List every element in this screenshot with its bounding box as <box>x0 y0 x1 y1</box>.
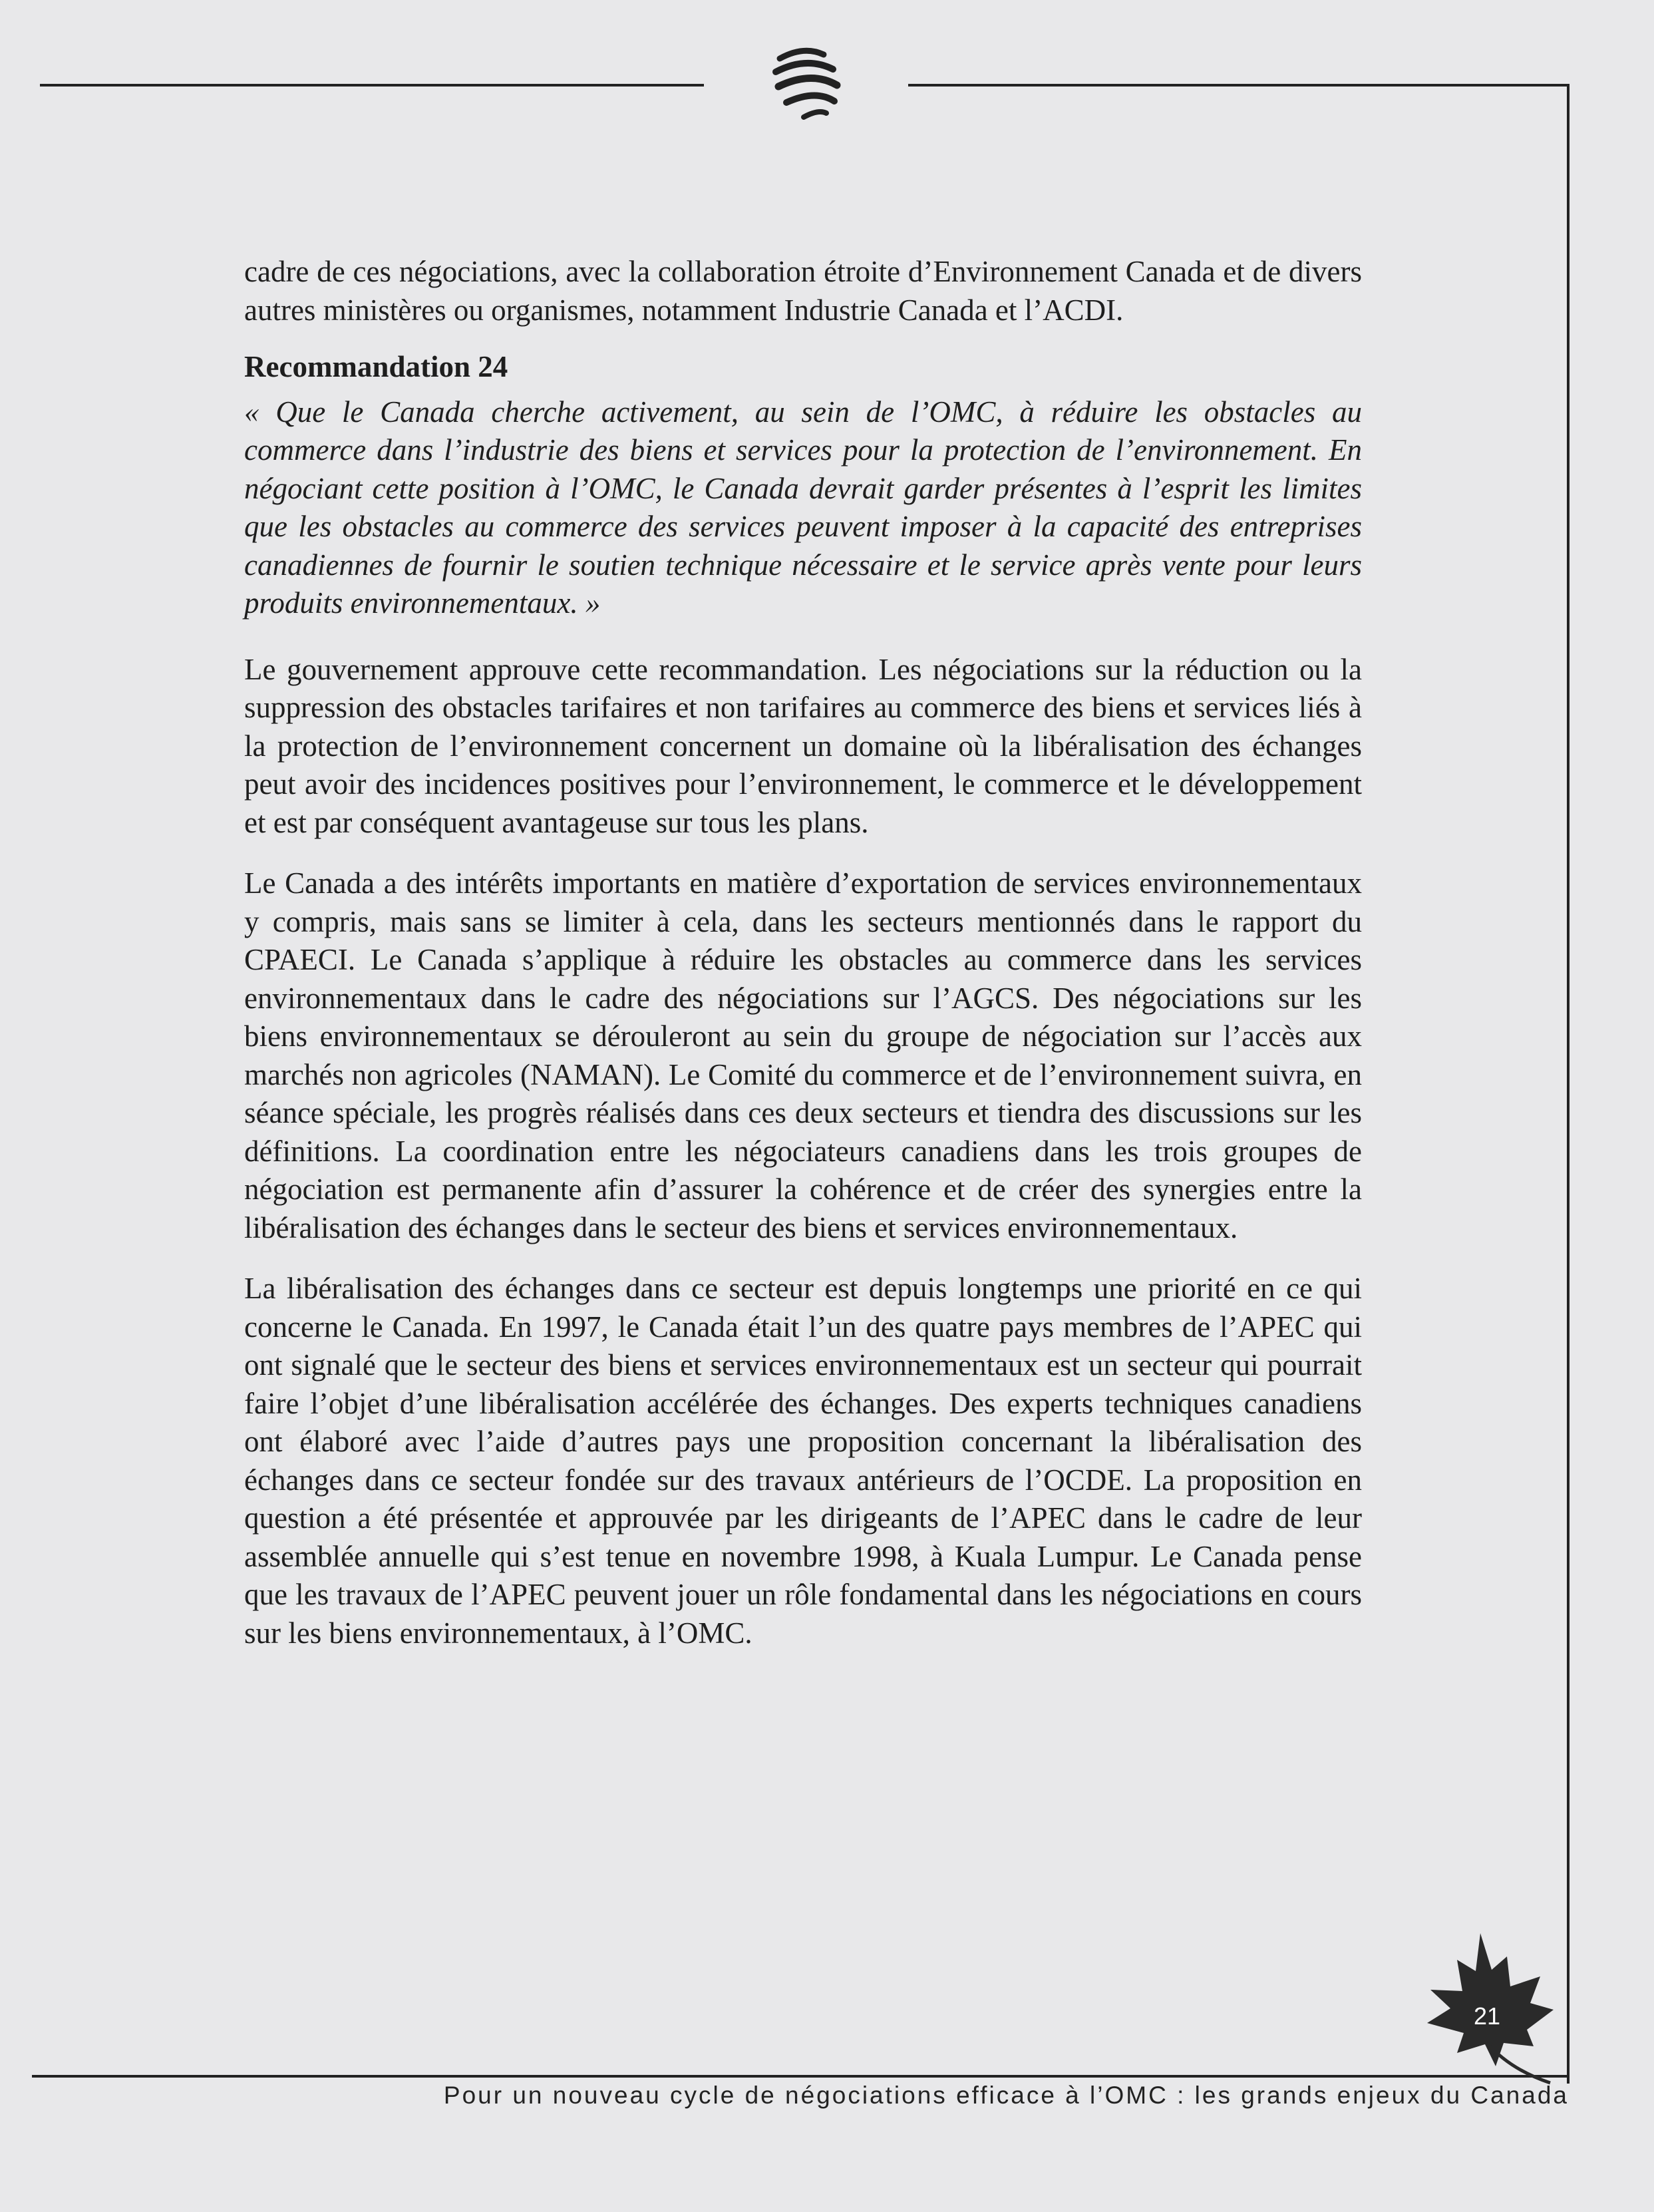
page-border-right <box>1567 84 1570 2084</box>
footer-rule <box>32 2075 1570 2078</box>
footer-title: Pour un nouveau cycle de négociations efficace à l’OMC : les grands enjeux du Canada <box>443 2082 1569 2109</box>
header-rule-left <box>40 84 704 87</box>
response-paragraph-3: La libéralisation des échanges dans ce secteur est depuis longtemps une priorité en ce qui concerne le Canada. En 1997, le Canada était l’un des quatre pays membres de l’APEC qui ont signalé que le secteur des biens et services environnementaux est un secteur qui pourrait faire l’objet d’une libéralisation accélérée des échanges. Des experts techniques canadiens ont élaboré avec l’aide d’autres pays une proposition concernant la libéralisation des échanges dans ce secteur fondée sur des travaux antérieurs de l’OCDE. La proposition en question a été présentée et approuvée par les dirigeants de l’APEC dans le cadre de leur assemblée annuelle qui s’est tenue en novembre 1998, à Kuala Lumpur. Le Canada pense que les travaux de l’APEC peuvent jouer un rôle fondamental dans les négociations en cours sur les biens environnementaux, à l’OMC. <box>244 1272 1362 1650</box>
main-content <box>244 253 1362 1675</box>
wto-logo-icon <box>752 40 858 126</box>
recommendation-quote: « Que le Canada cherche activement, au sein de l’OMC, à réduire les obstacles au commerce dans l’industrie des biens et services pour la protection de l’environnement. En négociant cette position à l’OMC, le Canada devrait garder présentes à l’esprit les limites que les obstacles au commerce des services peuvent imposer à la capacité des entreprises canadiennes de fournir le soutien technique nécessaire et le service après vente pour leurs produits environnementaux. » <box>244 395 1362 620</box>
header-rule-right <box>908 84 1569 87</box>
page-number: 21 <box>1473 2002 1501 2030</box>
recommendation-heading: Recommandation 24 <box>244 350 508 383</box>
intro-paragraph: cadre de ces négociations, avec la collaboration étroite d’Environnement Canada et de divers autres ministères ou organismes, notamment Industrie Canada et l’ACDI. <box>244 255 1362 327</box>
response-paragraph-1: Le gouvernement approuve cette recommandation. Les négociations sur la réduction ou la suppression des obstacles tarifaires et non tarifaires au commerce des biens et services liés à la protection de l’environnement concernent un domaine où la libéralisation des échanges peut avoir des incidences positives pour l’environnement, le commerce et le développement et est par conséquent avantageuse sur tous les plans. <box>244 652 1362 839</box>
response-paragraph-2: Le Canada a des intérêts importants en matière d’exportation de services environnementaux y compris, mais sans se limiter à cela, dans les secteurs mentionnés dans le rapport du CPAECI. Le Canada s’applique à réduire les obstacles au commerce dans les services environnementaux dans le cadre des négociations sur l’AGCS. Des négociations sur les biens environnementaux se dérouleront au sein du groupe de négociation sur l’accès aux marchés non agricoles (NAMAN). Le Comité du commerce et de l’environnement suivra, en séance spéciale, les progrès réalisés dans ces deux secteurs et tiendra des discussions sur les définitions. La coordination entre les négociateurs canadiens dans les trois groupes de négociation est permanente afin d’assurer la cohérence et de créer des synergies entre la libéralisation des échanges dans le secteur des biens et services environnementaux. <box>244 866 1362 1244</box>
